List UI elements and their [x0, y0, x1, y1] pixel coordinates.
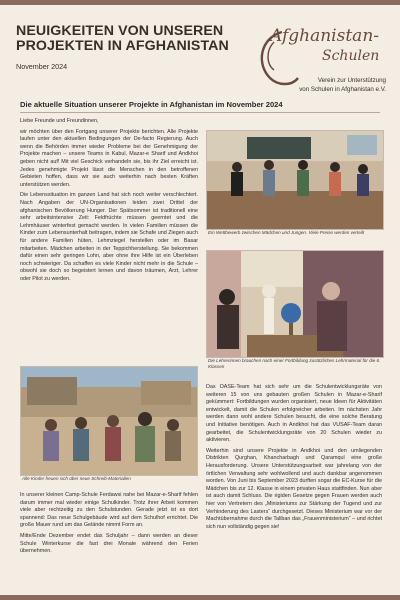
paragraph: In unserer kleinen Camp-Schule Ferdawsi nahe bei Mazar-e-Sharif fehlen darum immer mal wieder einige Schulkinder. Trotz ihrer Arbeit kommen viele aber rechtzeitig zu den Schulstunden. Gerade jetzt ist es dort spannend: Das neue Schulgebäude wird auf dem Schulhof errichtet. Die große Mauer rund um das Gelände nimmt Form an.	[20, 492, 198, 529]
photo-teachers-illustration	[207, 251, 383, 357]
organization-logo	[248, 18, 390, 98]
photo-caption: Ein Wettbewerb zwischen Mädchen und Jungen. Viele Preise werden verteilt	[208, 230, 365, 235]
paragraph: wir möchten über den Fortgang unserer Projekte berichten. Alle Projekte laufen unter den aktuellen Bedingungen der De-facto Regierung. Auch wenn die Behörden immer wieder Probleme bei der Genehmigung der Projekte machen – unsere Teams in Kabul, Mazar-e Sharif und Andkhoi geben nicht auf! Mit viel Geschick verhandeln sie, bis ihr Ziel erreicht ist. Jedes genehmigte Projekt lässt die Menschen in den betroffenen Gebieten hoffen, dass wir sie auch weiterhin nach besten Kräften unterstützen werden.	[20, 128, 198, 188]
header	[12, 12, 388, 94]
org-line-2: von Schulen in Afghanistan e.V.	[299, 86, 386, 93]
bottom-stripe	[0, 595, 400, 600]
paragraph: Weiterhin sind unsere Projekte in Andkhoi und den umliegenden Distrikten Qurghan, Khancharbagh und Qaramqul eine große Herausforderung. Unsere Unterstützungsarbeit war jahrelang von der örtlichen Verwaltung sehr wohlwollend und auch dankbar angenommen worden. Von Juni bis September 2023 durften sogar die EC-Kurse für die Mädchen bis zur 12. Klasse in einem privaten Haus stattfinden. Nun aber ist auch damit Schluss. Die rigiden Gesetze gegen Frauen werden auch hier von Vertretern des „Ministeriums zur Stärkung der Tugend und zur Verhinderung des Lasters“ durchgesetzt. Dieses Ministerium war vor der Machtübernahme durch die Taliban das „Frauenministerium“ – und richtet sich nun vollständig gegen sie!	[206, 447, 382, 530]
photo-classroom-illustration	[207, 131, 383, 229]
top-stripe	[0, 0, 400, 5]
article-column-right	[206, 384, 382, 534]
article-column-left-top	[20, 118, 198, 286]
title-line-1: NEUIGKEITEN VON UNSEREN	[16, 23, 224, 39]
newsletter-title	[16, 24, 236, 54]
logo-text-afghanistan: Afghanistan-	[270, 26, 380, 46]
photo-children-illustration	[21, 367, 197, 475]
photo-teachers-training	[206, 250, 384, 358]
paragraph: Die Lebenssituation im ganzen Land hat sich noch weiter verschlechtert. Nach Angaben der UN-Organisationen leiden zwei Drittel der afghanischen Bevölkerung Hunger. Der Spätsommer ist traditionell eine sehr arbeitsintensive Zeit: Feldfrüchte müssen geerntet und die Lehmhäuser winterfest gemacht werden. In vielen Familien müssen die Kinder zum Lebensunterhalt beitragen, indem sie Schafe und Ziegen auch für andere Familien hüten, Lehmziegel herstellen oder im Basar mitarbeiten. Mädchen arbeiten in der Teppichherstellung. Sie bekommen dafür einen sehr geringen Lohn, aber ohne ihre Hilfe ist ein Überleben noch schwieriger. Da schaffen es viele Kinder nicht mehr in die Schule – obwohl sie doch so begeistert lernen und davon träumen, Arzt, Lehrer oder Pilot zu werden.	[20, 192, 198, 282]
photo-caption: Die Lehrerinnen brauchen nach einer Fortbildung zusätzliches Lehrmaterial für die 6. Klassen	[208, 358, 381, 369]
photo-caption: Alle Kinder freuen sich über neue Schreib-Materialien	[22, 476, 131, 481]
headline-divider	[20, 112, 380, 113]
paragraph: Mitte/Ende Dezember endet das Schuljahr – dann werden an dieser Schule Winterkurse die fast drei Monate während den Ferien übernehmen.	[20, 532, 198, 555]
paragraph: Das OASE-Team hat sich sehr um die Schulentwicklungsräte von weiteren 15 von uns gebauten großen Schulen in Mazar-e-Sharif gekümmert: Fortbildungen wurden organisiert, neue Ideen für Aktivitäten entwickelt, damit die Schulen erfolgreicher arbeiten. Im nächsten Jahr werden dann wohl andere Schulen besucht, die eine solche Beratung und Initiative benötigen. Auch in Andkhoi hat das VUSAF-Team daran gearbeitet, die Schulentwicklungsräte von 20 Schulen wieder zu aktivieren.	[206, 384, 382, 444]
title-line-2: PROJEKTEN IN AFGHANISTAN	[16, 38, 229, 54]
photo-children-school-materials	[20, 366, 198, 476]
greeting: Liebe Freunde und Freundinnen,	[20, 118, 99, 124]
article-column-left-bottom	[20, 492, 198, 559]
logo-text-schulen: Schulen	[322, 48, 380, 64]
organization-name	[256, 76, 386, 94]
article-headline: Die aktuelle Situation unserer Projekte in Afghanistan im November 2024	[20, 100, 283, 109]
org-line-1: Verein zur Unterstützung	[317, 77, 386, 84]
photo-classroom-competition	[206, 130, 384, 230]
issue-month: November 2024	[16, 62, 68, 71]
newsletter-title-block	[16, 24, 236, 71]
